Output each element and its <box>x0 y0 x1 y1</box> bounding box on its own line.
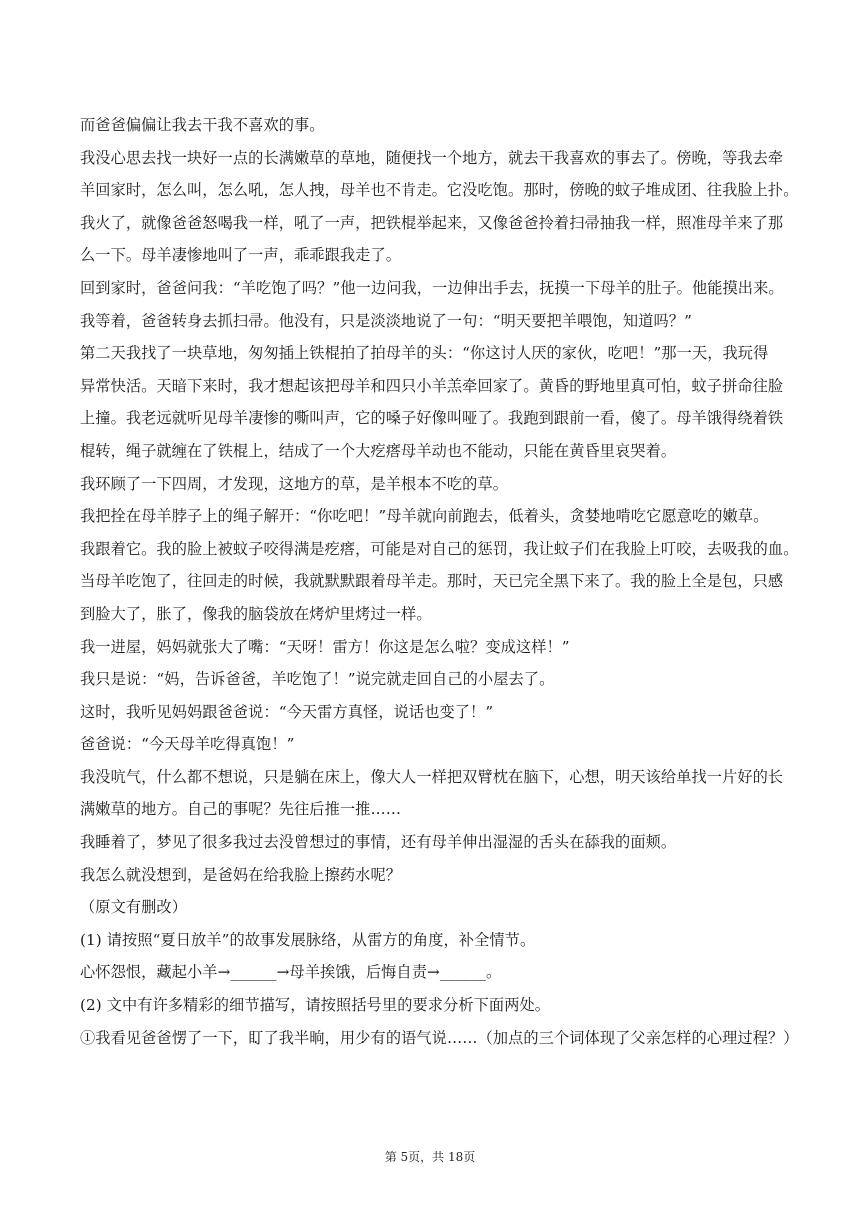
source-note: （原文有删改） <box>80 898 188 917</box>
document-body <box>80 109 800 1054</box>
text-line: 棍转，绳子就缠在了铁棍上，结成了一个大疙瘩母羊动也不能动，只能在黄昏里哀哭着。 <box>80 441 677 460</box>
emphasized-word: 愣 · <box>172 1022 187 1055</box>
text-line: 而爸爸偏偏让我去干我不喜欢的事。 <box>80 116 325 134</box>
text-line: 回到家时，爸爸问我：“羊吃饱了吗？”他一边问我，一边伸出手去，抚摸一下母羊的肚子。他能摸出来。 <box>80 278 784 297</box>
emphasized-char: 有 · <box>371 1022 386 1055</box>
text-line: 羊回家时，怎么叫，怎么吼，怎人拽，母羊也不肯走。它没吃饱。那时，傍晚的蚊子堆成团、往我脸上扑。 <box>80 181 799 200</box>
emphasized-char: 少 · <box>355 1022 370 1055</box>
text-line: 我跟着它。我的脸上被蚊子咬得满是疙瘩，可能是对自己的惩罚，我让蚊子们在我脸上叮咬，去吸我的血。 <box>80 539 799 558</box>
text-line: 上撞。我老远就听见母羊凄惨的嘶叫声，它的嗓子好像叫哑了。我跑到跟前一看，傻了。母羊饿得绕着铁 <box>80 409 784 428</box>
text-segment: ①我看见爸爸 <box>80 1028 172 1047</box>
text-line: 我火了，就像爸爸怒喝我一样，吼了一声，把铁棍举起来，又像爸爸拎着扫帚抽我一样，照准母羊来了那 <box>80 213 784 232</box>
text-line: 我睡着了，梦见了很多我过去没曾想过的事情，还有母羊伸出湿湿的舌头在舔我的面颊。 <box>80 833 677 852</box>
text-line: 到脸大了，胀了，像我的脑袋放在烤炉里烤过一样。 <box>80 604 432 623</box>
text-line: 异常快活。天暗下来时，我才想起该把母羊和四只小羊羔牵回家了。黄昏的野地里真可怕，蚊子拼命往脸 <box>80 376 784 395</box>
text-line: 我等着，爸爸转身去抓扫帚。他没有，只是淡淡地说了一句：“明天要把羊喂饱，知道吗？” <box>80 311 692 330</box>
text-line: 满嫩草的地方。自己的事呢？先往后推一推…… <box>80 800 402 819</box>
text-segment: 了一下， <box>187 1028 249 1047</box>
text-line: 么一下。母羊凄惨地叫了一声，乖乖跟我走了。 <box>80 246 402 265</box>
text-line: 我环顾了一下四周，才发现，这地方的草，是羊根本不吃的草。 <box>80 474 509 493</box>
text-line: 我一进屋，妈妈就张大了嘴：“天呀！雷方！你这是怎么啦？变成这样！” <box>80 637 570 656</box>
text-line: 我把拴在母羊脖子上的绳子解开：“你吃吧！”母羊就向前跑去，低着头，贪婪地啃吃它愿意吃的嫩草。 <box>80 507 769 526</box>
text-line: 爸爸说：“今天母羊吃得真饱！” <box>80 735 295 754</box>
question-1-blanks: 心怀怨恨，藏起小羊→______→母羊挨饿，后悔自责→______。 <box>80 963 502 982</box>
text-segment: 了我半晌，用 <box>263 1028 356 1047</box>
emphasized-word: 盯 · <box>248 1022 263 1055</box>
question-2-item-1 <box>80 1022 800 1055</box>
text-segment: 的语气说……（加点的三个词体现了父亲怎样的心理过程？） <box>385 1028 799 1047</box>
question-1: (1) 请按照“夏日放羊”的故事发展脉络，从雷方的角度，补全情节。 <box>80 930 536 949</box>
text-line: 我没心思去找一块好一点的长满嫩草的草地，随便找一个地方，就去干我喜欢的事去了。傍晚，等我去牵 <box>80 148 784 167</box>
text-line: 我只是说：“妈，告诉爸爸，羊吃饱了！”说完就走回自己的小屋去了。 <box>80 670 555 689</box>
emphasized-word <box>355 1029 386 1047</box>
text-line: 我没吭气，什么都不想说，只是躺在床上，像大人一样把双臂枕在脑下，心想，明天该给单找一片好的长 <box>80 767 784 786</box>
text-line: 我怎么就没想到，是爸妈在给我脸上擦药水呢？ <box>80 865 402 884</box>
question-2: (2) 文中有许多精彩的细节描写，请按照括号里的要求分析下面两处。 <box>80 996 551 1015</box>
text-line: 当母羊吃饱了，往回走的时候，我就默默跟着母羊走。那时，天已完全黑下来了。我的脸上全是包，只感 <box>80 572 784 591</box>
text-line: 这时，我听见妈妈跟爸爸说：“今天雷方真怪，说话也变了！” <box>80 702 494 721</box>
text-line: 第二天我找了一块草地，匆匆插上铁棍拍了拍母羊的头：“你这讨人厌的家伙，吃吧！”那一天，我玩得 <box>80 344 769 363</box>
page-footer: 第 5页，共 18页 <box>384 1150 476 1164</box>
